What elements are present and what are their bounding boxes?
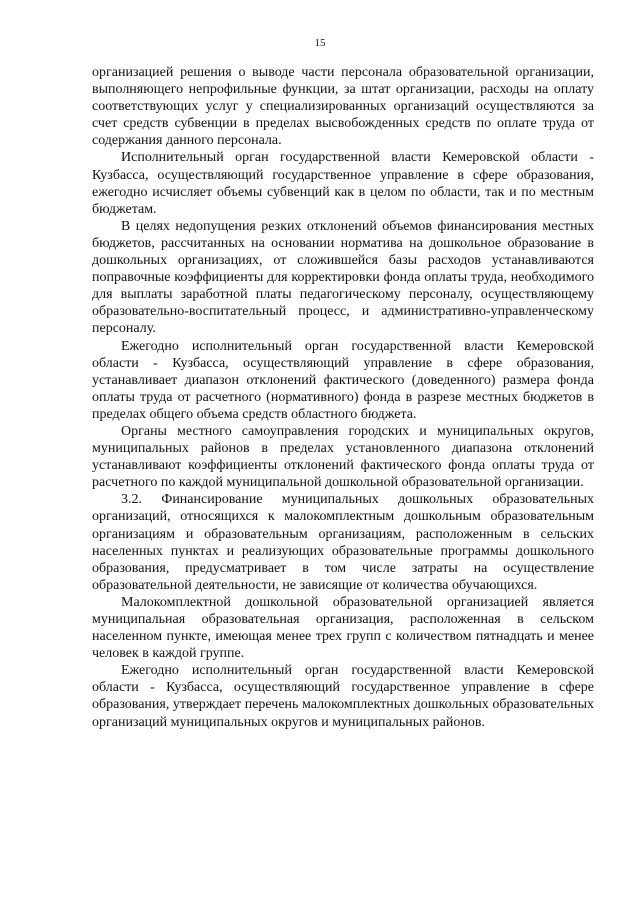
paragraph-deviation-range: Ежегодно исполнительный орган государственной власти Кемеровской области - Кузбасса, осуществляющий управление в сфере образования, устанавливает диапазон отклонений фактического (доведенного) размера фонда оплаты труда от расчетного (нормативного) фонда в разрезе местных бюджетов в пределах общего объема средств областного бюджета. (92, 338, 594, 422)
paragraph-continuation: организацией решения о выводе части персонала образовательной организации, выполняющего непрофильные функции, за штат организации, расходы на оплату соответствующих услуг у специализированных организаций осуществляются за счет средств субвенции в пределах высвобожденных средств по оплате труда от содержания данного персонала. (92, 65, 594, 149)
paragraph-local-authorities: Органы местного самоуправления городских и муниципальных округов, муниципальных районов в пределах установленного диапазона отклонений устанавливают коэффициенты отклонений фактического фонда оплаты труда от расчетного по каждой муниципальной дошкольной образовательной организации. (92, 423, 594, 491)
page-number: 15 (314, 37, 326, 49)
paragraph-subsidy-calculation: Исполнительный орган государственной власти Кемеровской области - Кузбасса, осуществляющий государственное управление в сфере образования, ежегодно исчисляет объемы субвенций как в целом по области, так и по местным бюджетам. (92, 150, 594, 217)
paragraph-section-3-2: 3.2. Финансирование муниципальных дошкольных образовательных организаций, относящихся к малокомплектным дошкольным образовательным организациям и образовательным организациям, расположенным в сельских населенных пунктах и реализующих образовательные программы дошкольного образования, предусматривает в том числе затраты на осуществление образовательной деятельности, не зависящие от количества обучающихся. (92, 492, 594, 593)
document-body (92, 64, 594, 731)
paragraph-small-organization-definition: Малокомплектной дошкольной образовательной организацией является муниципальная образовательная организация, расположенная в сельском населенном пункте, имеющая менее трех групп с количеством пятнадцать и менее человек в каждой группе. (92, 594, 594, 662)
paragraph-correction-coefficients: В целях недопущения резких отклонений объемов финансирования местных бюджетов, рассчитанных на основании норматива на дошкольное образование в дошкольных организациях, от сложившейся базы расходов устанавливаются поправочные коэффициенты для корректировки фонда оплаты труда, необходимого для выплаты заработной платы педагогическому персоналу, осуществляющему образовательно-воспитательный процесс, и административно-управленческому персоналу. (92, 218, 594, 337)
paragraph-annual-list: Ежегодно исполнительный орган государственной власти Кемеровской области - Кузбасса, осуществляющий государственное управление в сфере образования, утверждает перечень малокомплектных дошкольных образовательных организаций муниципальных округов и муниципальных районов. (92, 663, 594, 730)
